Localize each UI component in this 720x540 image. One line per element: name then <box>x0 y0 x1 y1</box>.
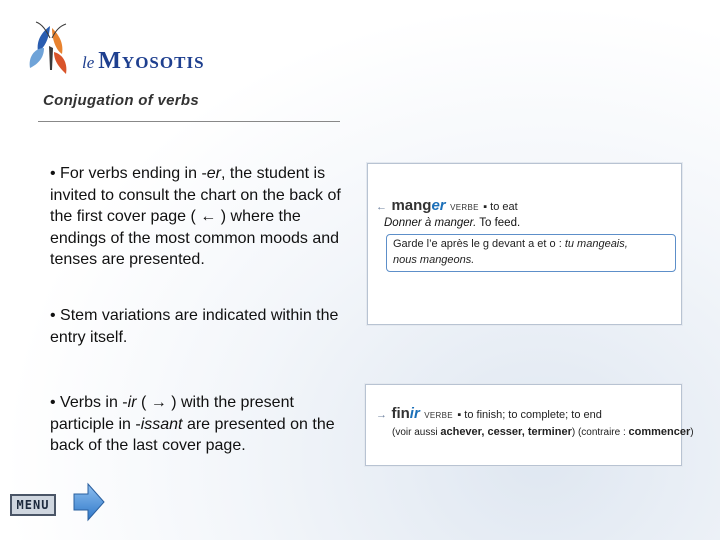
p3-text-b: ( → ) with the present participle in - <box>50 394 294 433</box>
example-fr: Donner à manger. <box>384 217 477 229</box>
paragraph-ir-verbs <box>50 392 355 457</box>
spelling-note-box <box>386 234 676 272</box>
p1-text-b: , the student is invited to consult the chart on the back of the first cover page ( ← ) where the endings of the most common moods and tenses are presented. <box>50 165 341 268</box>
title-divider <box>38 121 340 122</box>
p3-text-a: • Verbs in - <box>50 394 128 411</box>
headword <box>391 405 419 422</box>
page-title: Conjugation of verbs <box>43 92 199 109</box>
example-en: To feed. <box>476 217 521 229</box>
sense: ▪ to finish; to complete; to end <box>457 409 602 421</box>
headword-suffix: ir <box>409 405 420 422</box>
p1-suffix: er <box>206 165 222 182</box>
logo-article: le <box>82 53 95 72</box>
logo <box>22 18 232 80</box>
headword <box>391 197 445 214</box>
note-line-1 <box>393 238 628 250</box>
logo-text <box>82 48 205 75</box>
see-also-words: achever, cesser, terminer <box>440 426 572 438</box>
right-arrow-small-icon: → <box>376 409 387 421</box>
p1-text-a: • For verbs ending in - <box>50 165 207 182</box>
closing-paren: ) <box>690 427 694 438</box>
note-example-1: tu mangeais, <box>564 238 628 250</box>
menu-button[interactable]: MENU <box>10 494 56 516</box>
butterfly-logo-icon <box>22 18 82 80</box>
contrary-word: commencer <box>628 426 691 438</box>
headword-stem: mang <box>391 197 432 214</box>
grammar-label: VERBE <box>450 203 479 212</box>
sense: ▪ to eat <box>483 201 518 213</box>
grammar-label: VERBE <box>424 411 453 420</box>
note-line-2: nous mangeons. <box>393 254 475 266</box>
note-rule: Garde l’e après le g devant a et o : <box>393 238 565 250</box>
entry-headline <box>376 405 602 423</box>
example-line <box>384 217 520 229</box>
p3-issant: issant <box>140 415 183 433</box>
next-button[interactable] <box>72 482 106 522</box>
dictionary-entry-manger <box>367 163 682 325</box>
contrary-label: ) (contraire : <box>571 427 629 438</box>
dictionary-entry-finir <box>365 384 694 466</box>
related-words-line <box>392 426 694 438</box>
headword-stem: fin <box>391 405 410 422</box>
p3-suffix: ir <box>127 394 137 411</box>
paragraph-er-verbs <box>50 163 350 271</box>
right-arrow-icon <box>72 482 106 522</box>
p3-text-c: are presented on the back of the last cover page. <box>50 415 335 454</box>
left-arrow-icon: ← <box>376 201 387 213</box>
headword-suffix: er <box>431 197 446 214</box>
paragraph-stem-variations: • Stem variations are indicated within the entry itself. <box>50 307 339 346</box>
logo-brand: Myosotis <box>98 48 205 74</box>
see-also-label: (voir aussi <box>392 427 441 438</box>
entry-headline <box>376 197 518 215</box>
